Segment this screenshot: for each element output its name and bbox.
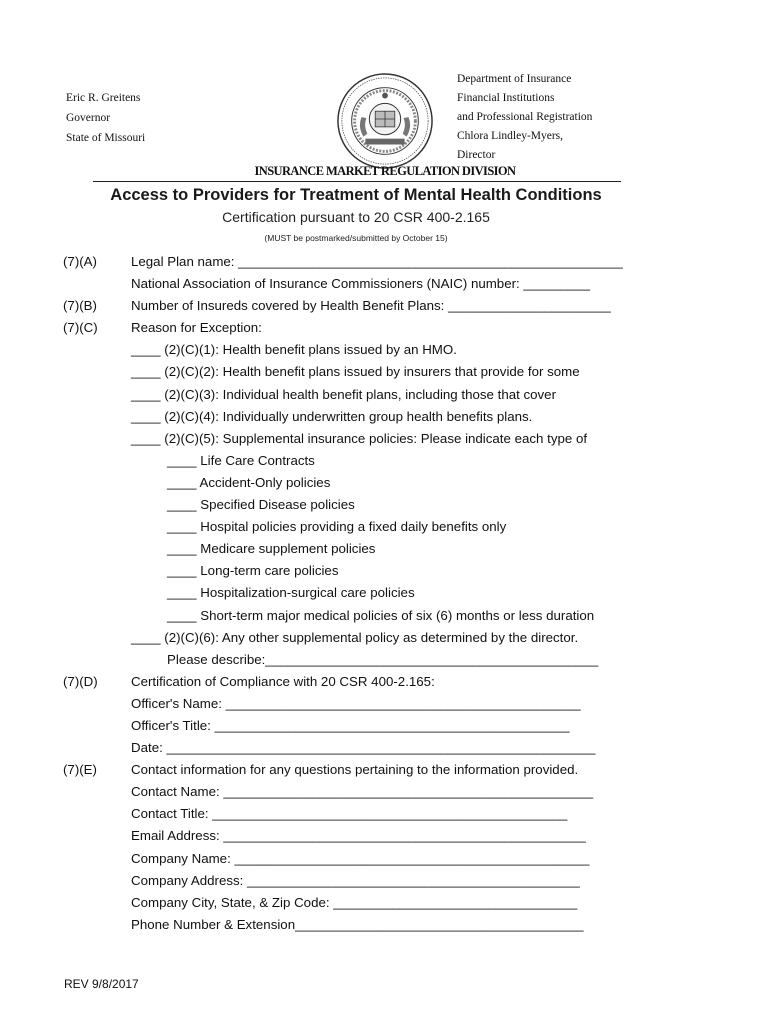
section-label: (7)(D) xyxy=(63,673,98,689)
missouri-state-seal-icon xyxy=(336,72,434,170)
form-line xyxy=(0,914,770,936)
form-line xyxy=(0,406,770,428)
form-field-text[interactable]: Certification of Compliance with 20 CSR 400-2.165: xyxy=(131,673,435,689)
form-field-text[interactable]: ____ Medicare supplement policies xyxy=(167,541,376,557)
form-field-text[interactable]: ____ Long-term care policies xyxy=(167,563,339,579)
department-line: Department of Insurance xyxy=(457,73,572,85)
revision-date: REV 9/8/2017 xyxy=(64,977,139,991)
form-line xyxy=(0,339,770,361)
form-field-text[interactable]: Contact information for any questions pertaining to the information provided. xyxy=(131,762,579,778)
form-line xyxy=(0,803,770,825)
form-field-text[interactable]: ____ Hospitalization-surgical care policies xyxy=(167,585,415,601)
form-field-text[interactable]: Date: __________________________________________________________ xyxy=(131,740,596,756)
form-line xyxy=(0,361,770,383)
form-line xyxy=(0,317,770,339)
form-field-text[interactable]: Company Name: ________________________________________________ xyxy=(131,850,590,866)
header-divider xyxy=(93,181,621,182)
form-line xyxy=(0,693,770,715)
governor-block xyxy=(66,88,145,148)
form-field-text[interactable]: Company Address: _____________________________________________ xyxy=(131,872,580,888)
form-field-text[interactable]: Number of Insureds covered by Health Benefit Plans: ______________________ xyxy=(131,298,611,314)
form-line xyxy=(0,892,770,914)
form-line xyxy=(0,295,770,317)
form-line xyxy=(0,582,770,604)
form-field-text[interactable]: ____ (2)(C)(4): Individually underwritten group health benefits plans. xyxy=(131,408,533,424)
form-field-text[interactable]: Phone Number & Extension_______________________________________ xyxy=(131,916,584,932)
form-field-text[interactable]: Contact Name: __________________________________________________ xyxy=(131,784,594,800)
form-field-text[interactable]: National Association of Insurance Commissioners (NAIC) number: _________ xyxy=(131,276,590,292)
form-line xyxy=(0,671,770,693)
form-field-text[interactable]: ____ Hospital policies providing a fixed daily benefits only xyxy=(167,519,507,535)
form-field-text[interactable]: ____ Short-term major medical policies of six (6) months or less duration xyxy=(167,607,595,623)
form-line xyxy=(0,759,770,781)
director-title: Director xyxy=(457,149,496,161)
form-line xyxy=(0,560,770,582)
governor-title: Governor xyxy=(66,112,111,124)
form-line xyxy=(0,848,770,870)
section-label: (7)(E) xyxy=(63,762,97,778)
section-label: (7)(B) xyxy=(63,298,97,314)
form-field-text[interactable]: Legal Plan name: ____________________________________________________ xyxy=(131,254,623,269)
division-heading: INSURANCE MARKET REGULATION DIVISION xyxy=(254,164,516,178)
governor-state: State of Missouri xyxy=(66,132,146,144)
section-label: (7)(A) xyxy=(63,254,97,269)
form-field-text[interactable]: ____ Life Care Contracts xyxy=(167,452,315,468)
form-subtitle: Certification pursuant to 20 CSR 400-2.165 xyxy=(222,209,490,225)
form-line xyxy=(0,450,770,472)
form-field-text[interactable]: ____ (2)(C)(3): Individual health benefit plans, including those that cover xyxy=(131,386,557,402)
form-line xyxy=(0,605,770,627)
form-line xyxy=(0,870,770,892)
form-field-text[interactable]: ____ Accident-Only policies xyxy=(167,474,331,490)
form-line xyxy=(0,825,770,847)
form-field-text[interactable]: ____ (2)(C)(5): Supplemental insurance policies: Please indicate each type of xyxy=(131,430,588,446)
governor-name: Eric R. Greitens xyxy=(66,92,141,104)
form-line xyxy=(0,781,770,803)
form-line xyxy=(0,715,770,737)
form-field-text[interactable]: ____ Specified Disease policies xyxy=(167,497,355,513)
department-line: Financial Institutions xyxy=(457,92,555,104)
form-title: Access to Providers for Treatment of Mental Health Conditions xyxy=(110,186,602,204)
form-field-text[interactable]: ____ (2)(C)(6): Any other supplemental policy as determined by the director. xyxy=(131,629,579,645)
form-line xyxy=(0,627,770,649)
form-field-text[interactable]: Contact Title: ________________________________________________ xyxy=(131,806,568,822)
form-field-text[interactable]: ____ (2)(C)(2): Health benefit plans issued by insurers that provide for some xyxy=(131,364,580,380)
department-line: and Professional Registration xyxy=(457,111,593,123)
form-line xyxy=(0,472,770,494)
director-name: Chlora Lindley-Myers, xyxy=(457,130,564,142)
form-line xyxy=(0,737,770,759)
form-field-text[interactable]: Company City, State, & Zip Code: _________________________________ xyxy=(131,894,578,910)
form-field-text[interactable]: Reason for Exception: xyxy=(131,320,262,336)
section-label: (7)(C) xyxy=(63,320,98,336)
form-line xyxy=(0,273,770,295)
deadline-note: (MUST be postmarked/submitted by October 15) xyxy=(264,233,448,243)
form-line xyxy=(0,428,770,450)
form-field-text[interactable]: Please describe:_____________________________________________ xyxy=(167,651,599,667)
form-field-text[interactable]: Officer's Name: ________________________________________________ xyxy=(131,695,581,711)
form-field-text[interactable]: Officer's Title: ________________________________________________ xyxy=(131,717,570,733)
form-line xyxy=(0,538,770,560)
form-line xyxy=(0,384,770,406)
form-line xyxy=(0,516,770,538)
department-block xyxy=(457,70,592,165)
form-line xyxy=(0,494,770,516)
form-field-text[interactable]: ____ (2)(C)(1): Health benefit plans issued by an HMO. xyxy=(131,342,457,358)
form-line xyxy=(0,649,770,671)
certification-form xyxy=(0,251,770,936)
form-field-text[interactable]: Email Address: _________________________________________________ xyxy=(131,828,586,844)
form-line xyxy=(0,251,770,273)
